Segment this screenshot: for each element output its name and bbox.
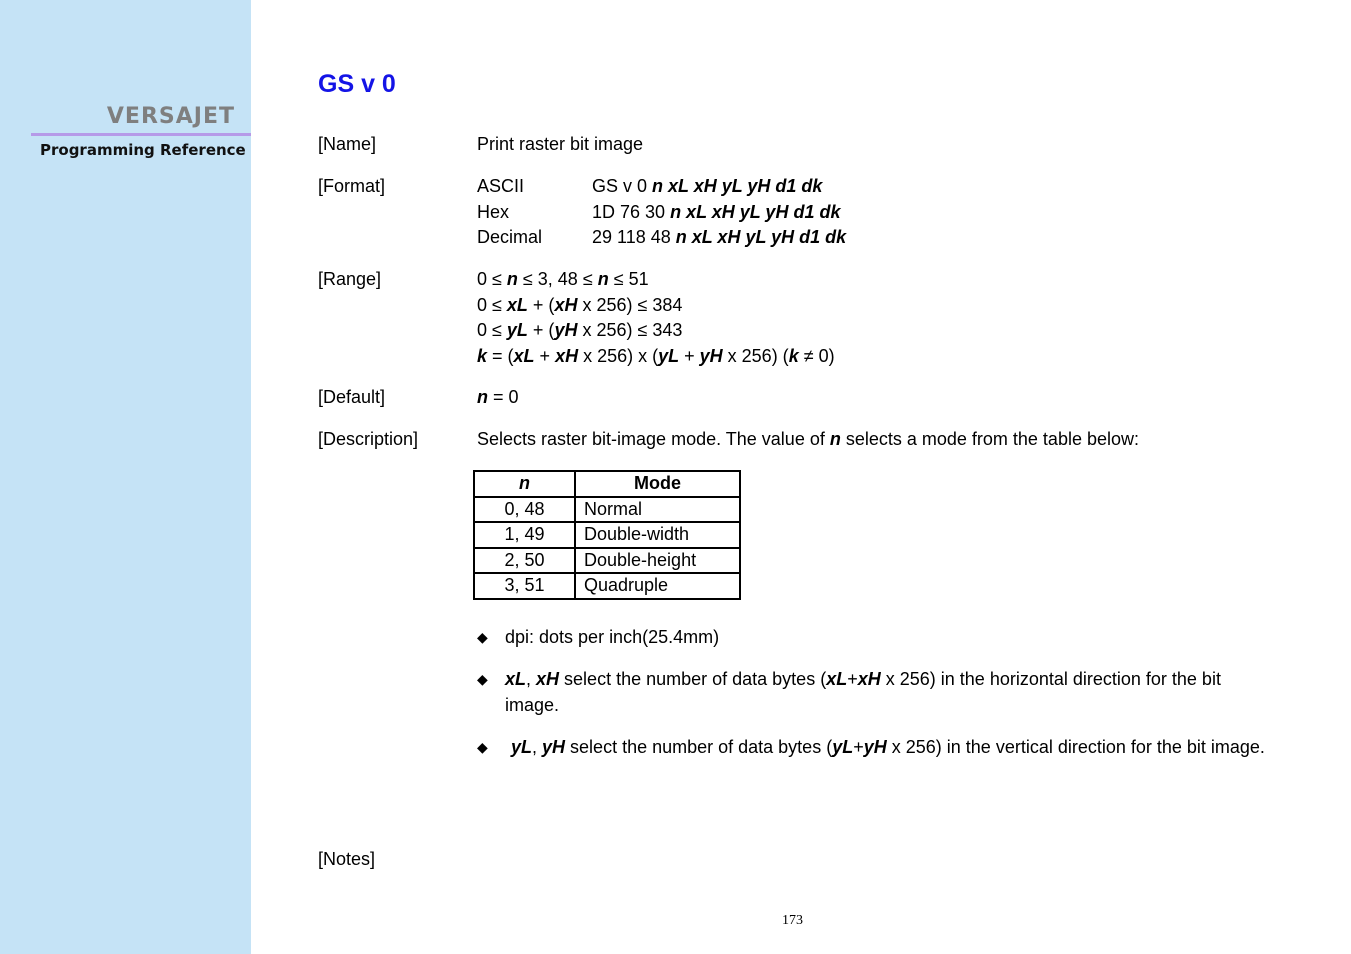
format-hex-key: Hex	[477, 201, 510, 222]
page-title: GS v 0	[318, 70, 396, 98]
description-text	[477, 429, 1139, 450]
bullet-text: dpi: dots per inch(25.4mm)	[505, 627, 720, 647]
bullet-param: xH	[857, 669, 881, 689]
diamond-bullet-icon: ◆	[477, 739, 488, 755]
format-decimal-code: 29 118 48	[592, 227, 676, 247]
format-ascii-params: n xL xH yL yH d1 dk	[652, 176, 823, 196]
label-default: [Default]	[318, 387, 386, 407]
bullet-item	[477, 667, 1267, 718]
diamond-bullet-icon: ◆	[477, 629, 488, 645]
format-hex-row	[477, 202, 846, 228]
table-row	[474, 497, 740, 523]
format-block	[477, 176, 846, 253]
table-row	[474, 548, 740, 574]
range-text: x 256) (	[722, 345, 789, 366]
bullet-param: yH	[542, 737, 566, 757]
table-row	[474, 573, 740, 599]
range-param: n	[506, 269, 518, 289]
range-param: yL	[658, 345, 680, 366]
range-text: ≤ 51	[608, 269, 649, 289]
format-ascii-key: ASCII	[477, 176, 525, 196]
bullet-text	[505, 667, 1267, 718]
range-text: ≤ 3, 48 ≤	[517, 269, 598, 289]
sidebar	[0, 0, 251, 954]
table-cell-n: 2, 50	[474, 548, 575, 574]
table-cell-mode: Normal	[575, 497, 740, 523]
bullet-param: xL	[826, 669, 848, 689]
bullet-part: select the number of data bytes (	[565, 737, 833, 757]
range-line	[477, 269, 835, 295]
range-param: k	[477, 345, 488, 366]
default-param: n	[477, 387, 488, 407]
bullet-part: select the number of data bytes (	[559, 669, 827, 689]
table-cell-mode: Double-height	[575, 548, 740, 574]
range-line	[477, 346, 835, 372]
label-format: [Format]	[318, 176, 386, 196]
name-value: Print raster bit image	[477, 134, 644, 154]
table-row	[474, 522, 740, 548]
range-text: x 256) x (	[578, 345, 659, 366]
bullet-param: xL	[505, 669, 527, 689]
range-param: yL	[506, 320, 528, 340]
table-header-n: n	[474, 471, 575, 497]
format-decimal-key: Decimal	[477, 227, 543, 247]
description-param: n	[829, 429, 841, 449]
label-description: [Description]	[318, 429, 419, 449]
range-text: x 256) ≤ 343	[577, 320, 683, 340]
range-text: 0 ≤	[477, 320, 507, 340]
table-cell-mode: Double-width	[575, 522, 740, 548]
format-decimal-value	[592, 227, 846, 253]
bullet-text	[505, 735, 1267, 761]
range-param: yH	[554, 320, 578, 340]
table-cell-n: 1, 49	[474, 522, 575, 548]
range-param: yH	[699, 345, 723, 366]
table-cell-n: 3, 51	[474, 573, 575, 599]
description-part: selects a mode from the table below:	[840, 429, 1139, 449]
format-ascii-code: GS v 0	[592, 176, 653, 196]
format-ascii-row	[477, 176, 846, 202]
bullet-param: yL	[511, 737, 533, 757]
range-param: xH	[555, 345, 579, 366]
brand-logo: VERSAJET	[106, 104, 235, 129]
format-hex-code: 1D 76 30	[592, 201, 671, 222]
range-text: +	[534, 345, 556, 366]
range-param: n	[597, 269, 609, 289]
table-header-mode: Mode	[575, 471, 740, 497]
format-hex-value	[592, 202, 840, 228]
bullet-param: yH	[863, 737, 887, 757]
label-notes: [Notes]	[318, 849, 376, 869]
range-param: xH	[554, 294, 578, 315]
range-text: ≠ 0)	[798, 345, 835, 366]
range-text: +	[679, 345, 700, 366]
range-text: + (	[527, 294, 555, 315]
bullet-item	[477, 625, 1267, 651]
format-hex-params: n xL xH yL yH d1 dk	[670, 201, 841, 222]
bullet-part: x 256) in the vertical direction for the bit image.	[886, 737, 1265, 757]
bullet-part: +	[847, 669, 858, 689]
range-text: + (	[527, 320, 555, 340]
range-text: = (	[487, 345, 514, 366]
format-decimal-row	[477, 227, 846, 253]
bullet-part: ,	[526, 669, 537, 689]
mode-table	[473, 470, 741, 600]
label-range: [Range]	[318, 269, 382, 289]
default-value	[477, 387, 519, 408]
format-ascii-value	[592, 176, 822, 202]
page-number: 173	[782, 913, 803, 928]
default-text: = 0	[488, 387, 519, 407]
table-cell-n: 0, 48	[474, 497, 575, 523]
range-text: 0 ≤	[477, 269, 507, 289]
format-decimal-params: n xL xH yL yH d1 dk	[675, 227, 847, 247]
range-param: k	[788, 345, 799, 366]
range-line	[477, 295, 835, 321]
range-text: 0 ≤	[477, 294, 507, 315]
range-text: x 256) ≤ 384	[577, 294, 683, 315]
brand-divider	[31, 133, 251, 136]
table-header-row	[474, 471, 740, 497]
description-part: Selects raster bit-image mode. The value of	[477, 429, 830, 449]
range-param: xL	[513, 345, 535, 366]
bullet-part: x 256) in the horizontal direction for the bit image.	[505, 669, 1221, 715]
bullet-item	[477, 735, 1267, 761]
sidebar-subtitle: Programming Reference	[40, 141, 246, 159]
bullet-part: ,	[532, 737, 543, 757]
label-name: [Name]	[318, 134, 377, 154]
range-block	[477, 269, 835, 371]
bullet-param: yL	[832, 737, 854, 757]
range-line	[477, 320, 835, 346]
table-cell-mode: Quadruple	[575, 573, 740, 599]
bullet-param: xH	[536, 669, 560, 689]
diamond-bullet-icon: ◆	[477, 671, 488, 687]
range-param: xL	[506, 294, 528, 315]
bullet-part: +	[853, 737, 864, 757]
